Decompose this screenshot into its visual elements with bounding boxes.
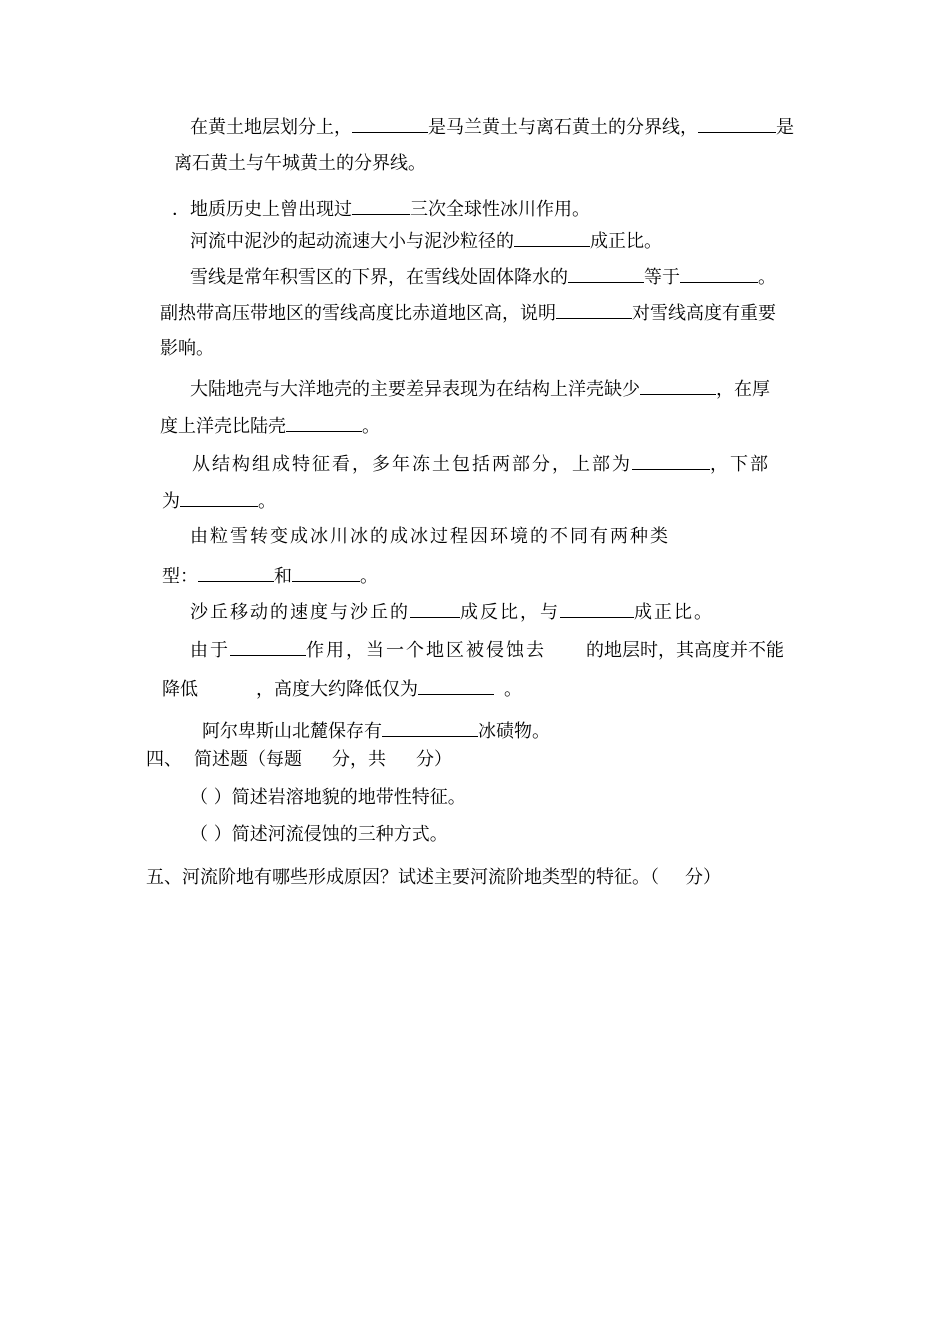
q1-line1 [190,114,794,138]
q8-text-b: 成反比，与 [460,602,560,623]
section4-item-1-text: （ ）简述岩溶地貌的地带性特征。 [190,787,466,808]
q4-blank-2[interactable] [680,264,758,283]
q6-blank-2[interactable] [180,488,258,507]
q9-text-e: ，高度大约降低仅为 [256,679,418,700]
q5-text-d: 。 [362,416,380,437]
q9-line1 [190,637,784,661]
q2-text-b: 三次全球性冰川作用。 [410,199,590,220]
q4-blank-3[interactable] [556,300,632,319]
q9-text-a: 由于 [190,640,230,661]
section4-item-2 [190,823,448,847]
section4-number: 四、 [146,749,182,770]
section4-total: 分，共 [332,749,386,770]
q3-blank[interactable] [514,228,590,247]
q5-blank-1[interactable] [640,376,716,395]
section4-end: 分） [416,749,452,770]
q3-text-b: 成正比。 [590,231,662,252]
q5-text-c: 度上洋壳比陆壳 [160,416,286,437]
q6-text-a: 从结构组成特征看，多年冻土包括两部分，上部为 [192,454,632,475]
q5-text-a: 大陆地壳与大洋地壳的主要差异表现为在结构上洋壳缺少 [190,379,640,400]
q8-blank-2[interactable] [560,599,634,618]
q1-blank-2[interactable] [698,114,776,133]
q7-text-c: 和 [274,566,292,587]
q4-line3 [160,337,214,361]
q1-text-d: 离石黄土与午城黄土的分界线。 [174,153,426,174]
q2-blank[interactable] [352,196,410,215]
q3-text-a: 河流中泥沙的起动流速大小与泥沙粒径的 [190,231,514,252]
q6-text-d: 。 [258,491,276,512]
q1-line2 [174,152,426,176]
q5-blank-2[interactable] [286,413,362,432]
q9-text-f: 。 [504,679,522,700]
q1-text-c: 是 [776,117,794,138]
q8-text-a: 沙丘移动的速度与沙丘的 [190,602,410,623]
q6-line2 [162,488,276,512]
section5-text-a: 五、河流阶地有哪些形成原因？试述主要河流阶地类型的特征。（ [146,867,659,888]
section4-item-2-text: （ ）简述河流侵蚀的三种方式。 [190,824,448,845]
q9-text-d: 降低 [162,679,198,700]
q10-line [202,718,550,742]
q9-line2 [162,676,522,700]
q4-text-b: 等于 [644,267,680,288]
section4-item-1 [190,786,466,810]
q9-blank-2[interactable] [418,676,494,695]
q6-text-b: ，下部 [710,454,770,475]
q8-blank-1[interactable] [410,599,460,618]
q6-blank-1[interactable] [632,451,710,470]
section5-line [146,866,721,890]
q10-text-b: 冰碛物。 [478,721,550,742]
q1-text-a: 在黄土地层划分上， [190,117,352,138]
q7-blank-2[interactable] [292,563,360,582]
q4-text-a: 雪线是常年积雪区的下界，在雪线处固体降水的 [190,267,568,288]
section5-text-b: 分） [685,867,721,888]
q6-text-c: 为 [162,491,180,512]
q4-text-d: 副热带高压带地区的雪线高度比赤道地区高，说明 [160,303,556,324]
q7-text-d: 。 [360,566,378,587]
q9-text-c: 的地层时，其高度并不能 [586,640,784,661]
q7-line2 [162,563,378,587]
q7-text-b: 型： [162,566,198,587]
q7-blank-1[interactable] [198,563,274,582]
q3-line [190,228,662,252]
q10-text-a: 阿尔卑斯山北麓保存有 [202,721,382,742]
q4-text-e: 对雪线高度有重要 [632,303,776,324]
q8-line [190,599,714,623]
section4-label: 简述题（每题 [194,749,302,770]
q7-line1 [190,525,670,549]
q4-text-f: 影响。 [160,338,214,359]
q10-blank[interactable] [382,718,478,737]
section4-title [146,748,452,772]
q7-text-a: 由粒雪转变成冰川冰的成冰过程因环境的不同有两种类 [190,526,670,547]
q5-line1 [190,376,770,400]
q4-text-c: 。 [758,267,776,288]
q6-line1 [192,451,770,475]
q8-text-c: 成正比。 [634,602,714,623]
q4-line1 [190,264,776,288]
q5-line2 [160,413,380,437]
q9-blank-1[interactable] [230,637,306,656]
q4-blank-1[interactable] [568,264,644,283]
q9-text-b: 作用，当一个地区被侵蚀去 [306,640,546,661]
q1-blank-1[interactable] [352,114,428,133]
q2-line [172,196,590,220]
q4-line2 [160,300,776,324]
q2-text-a: ．地质历史上曾出现过 [172,199,352,220]
q1-text-b: 是马兰黄土与离石黄土的分界线， [428,117,698,138]
q5-text-b: ，在厚 [716,379,770,400]
